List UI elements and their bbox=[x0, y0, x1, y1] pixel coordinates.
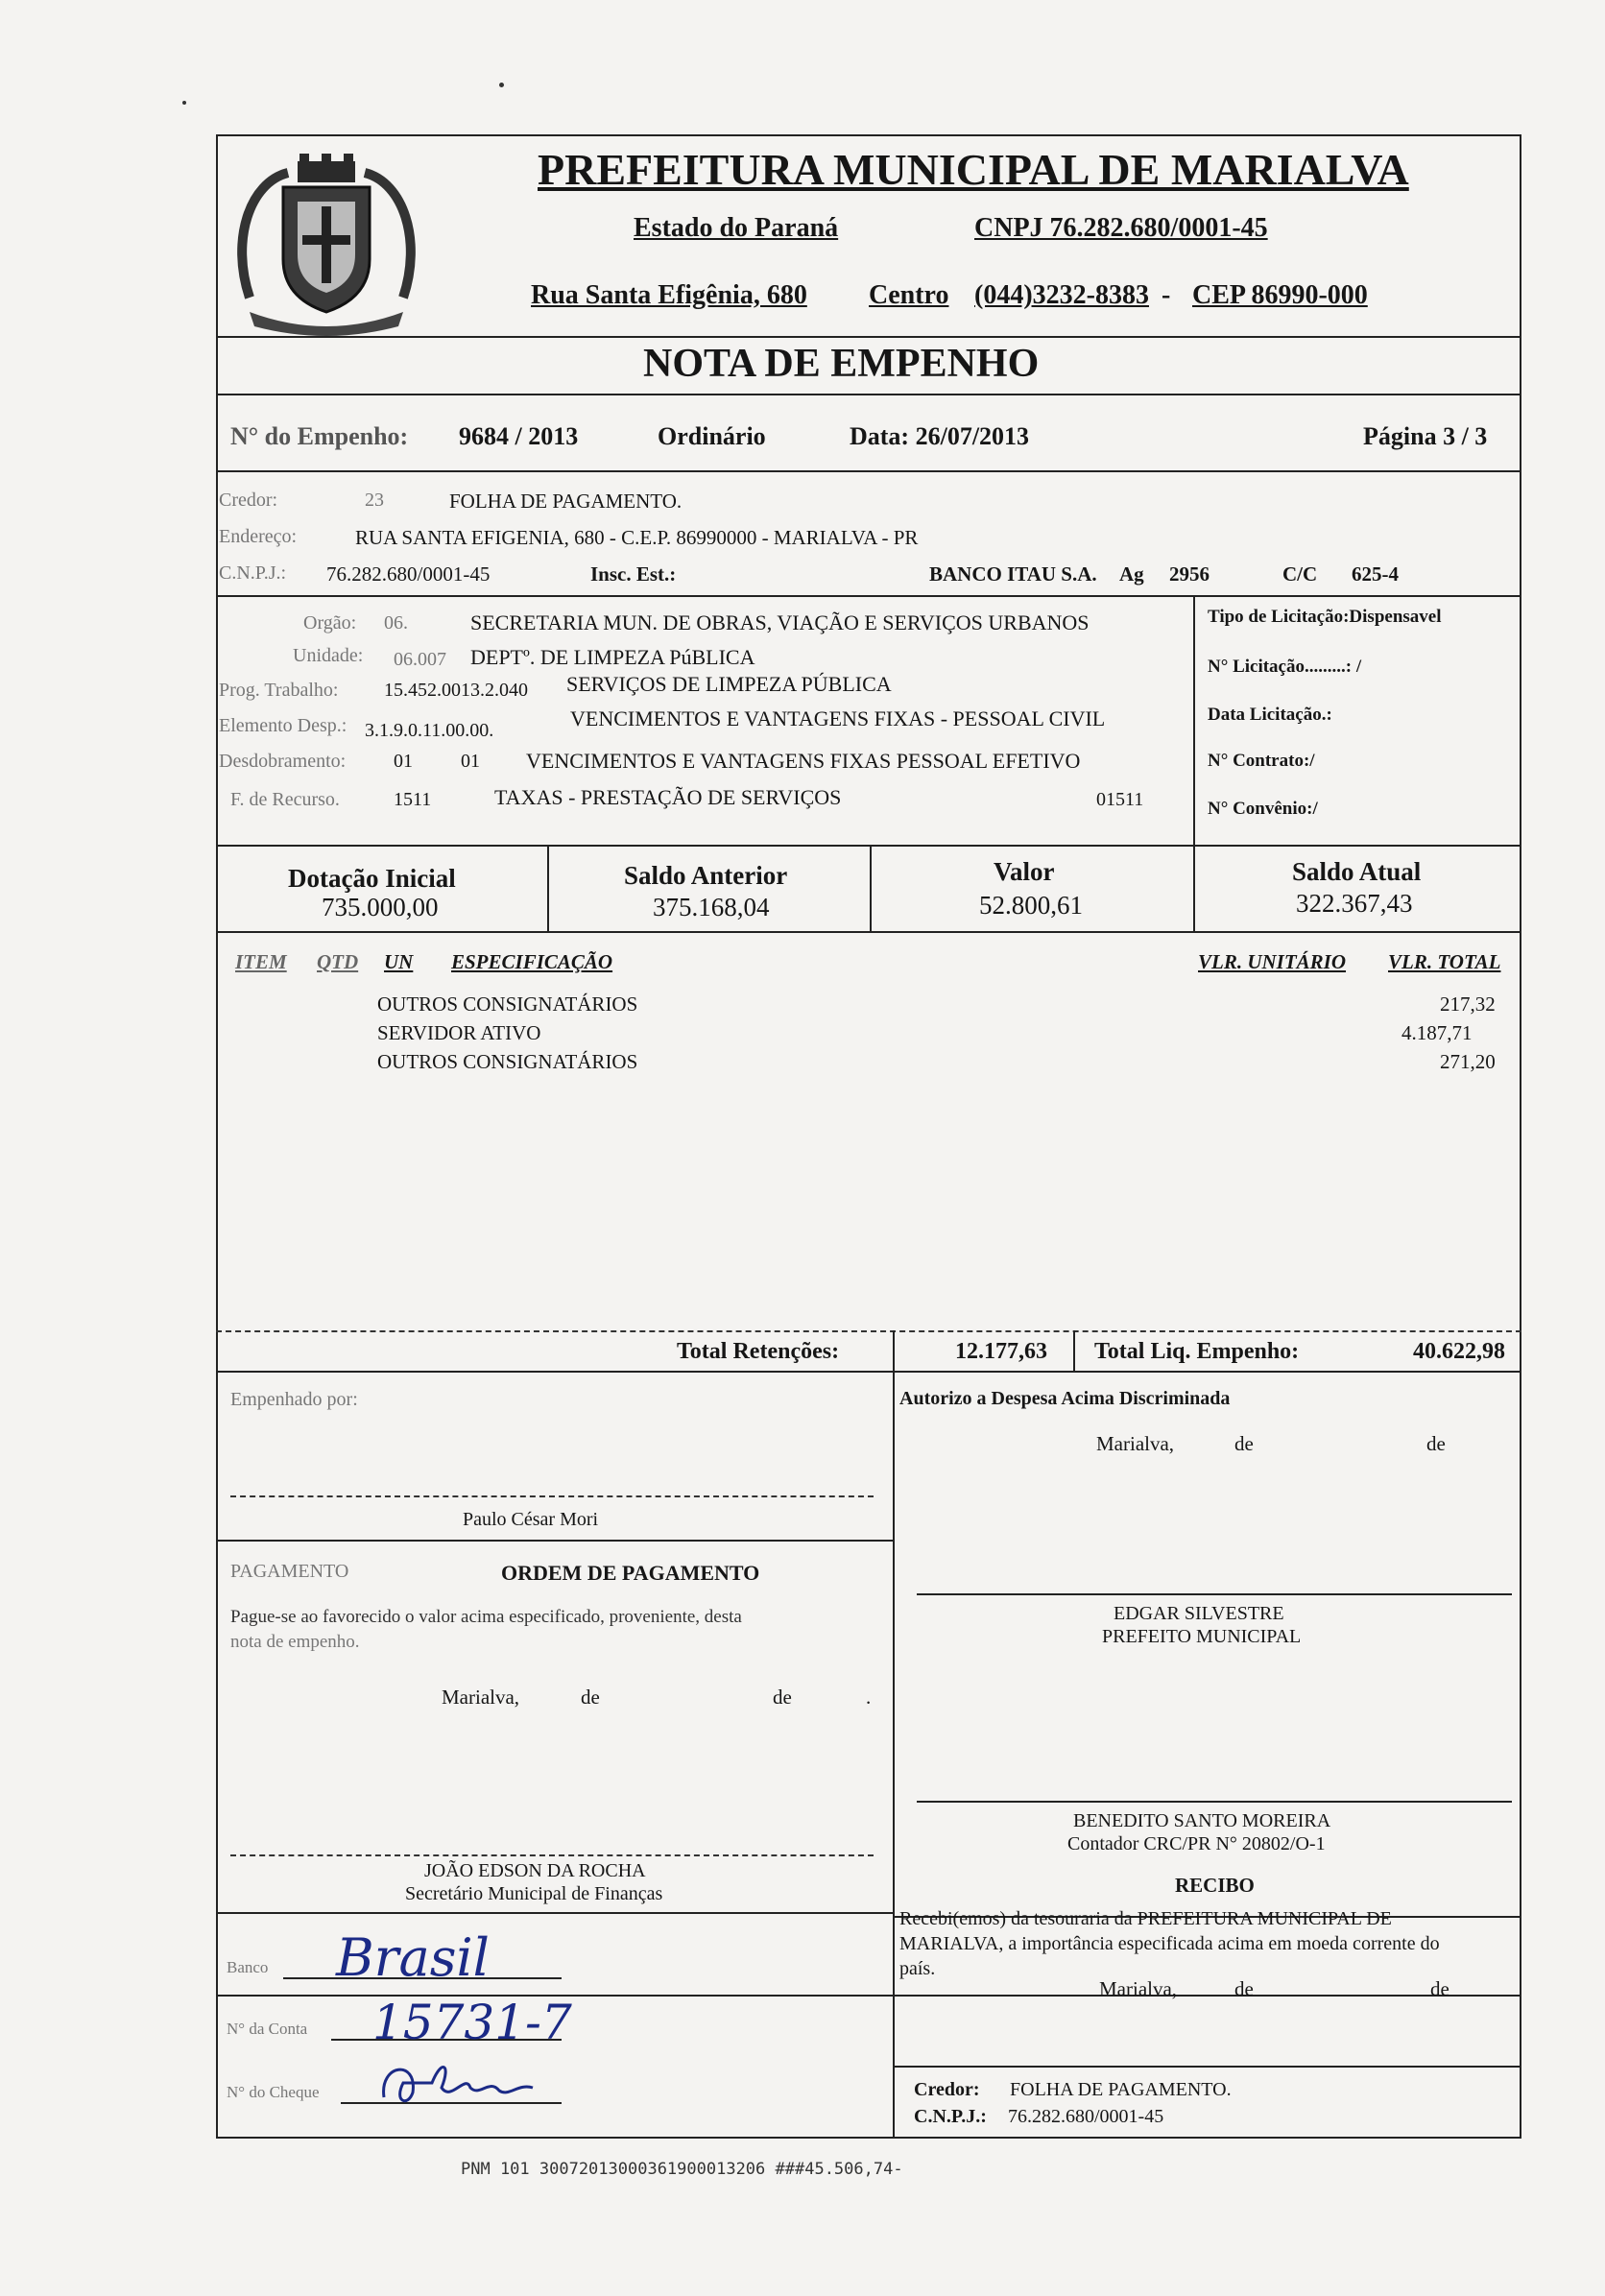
signer-joao-name: JOÃO EDSON DA ROCHA bbox=[424, 1860, 646, 1881]
order-date-dot: . bbox=[866, 1686, 872, 1709]
conta-label: N° da Conta bbox=[227, 2020, 308, 2038]
elemento-code: 3.1.9.0.11.00.00. bbox=[365, 720, 494, 741]
order-place: Marialva, bbox=[442, 1686, 520, 1709]
agency-label: Ag bbox=[1119, 562, 1144, 586]
orgao-label: Orgão: bbox=[303, 612, 357, 634]
unidade-description: DEPTº. DE LIMPEZA PúBLICA bbox=[470, 645, 755, 669]
account-number: 625-4 bbox=[1352, 562, 1399, 586]
orgao-code: 06. bbox=[384, 612, 408, 634]
prog-code: 15.452.0013.2.040 bbox=[384, 680, 528, 701]
credor-label: Credor: bbox=[914, 2079, 980, 2100]
desdobramento-label: Desdobramento: bbox=[219, 751, 347, 772]
autorizo-text: Autorizo a Despesa Acima Discriminada bbox=[899, 1388, 1231, 1409]
empenho-date: Data: 26/07/2013 bbox=[850, 422, 1030, 450]
creditor-address: RUA SANTA EFIGENIA, 680 - C.E.P. 86990000 - MARIALVA - PR bbox=[355, 526, 919, 549]
recibo-line2: MARIALVA, a importância especificada acima em moeda corrente do bbox=[899, 1933, 1440, 1954]
total-liquido-label: Total Liq. Empenho: bbox=[1094, 1339, 1300, 1364]
recibo-de-2: de bbox=[1430, 1977, 1449, 2000]
speck bbox=[182, 101, 186, 105]
credor-cnpj-value: 76.282.680/0001-45 bbox=[1008, 2106, 1164, 2127]
item-row-2-total: 4.187,71 bbox=[1401, 1021, 1473, 1044]
contador-role: Contador CRC/PR N° 20802/O-1 bbox=[1067, 1833, 1326, 1854]
order-de-1: de bbox=[581, 1686, 600, 1709]
cnpj-label: C.N.P.J.: bbox=[219, 562, 287, 584]
cheque-label: N° do Cheque bbox=[227, 2083, 320, 2101]
recurso-label: F. de Recurso. bbox=[230, 789, 340, 810]
page-number: Página 3 / 3 bbox=[1363, 422, 1488, 450]
saldo-atual-value: 322.367,43 bbox=[1296, 889, 1413, 918]
document-title: NOTA DE EMPENHO bbox=[643, 342, 1040, 386]
recurso-number: 01511 bbox=[1096, 789, 1144, 810]
elemento-description: VENCIMENTOS E VANTAGENS FIXAS - PESSOAL CIVIL bbox=[570, 706, 1106, 730]
insc-est-label: Insc. Est.: bbox=[590, 562, 677, 586]
recibo-line3: país. bbox=[899, 1958, 936, 1979]
prefeito-name: EDGAR SILVESTRE bbox=[1114, 1603, 1284, 1624]
bank-name: BANCO ITAU S.A. bbox=[929, 562, 1097, 586]
banco-handwritten: Brasil bbox=[336, 1927, 490, 1988]
elemento-label: Elemento Desp.: bbox=[219, 715, 347, 736]
pagamento-label: PAGAMENTO bbox=[230, 1561, 349, 1582]
col-item-header: ITEM bbox=[235, 950, 287, 973]
saldo-atual-label: Saldo Atual bbox=[1292, 857, 1422, 886]
credor-value: FOLHA DE PAGAMENTO. bbox=[1010, 2079, 1232, 2100]
total-retencoes-label: Total Retenções: bbox=[677, 1339, 840, 1364]
autorizo-place: Marialva, bbox=[1096, 1432, 1175, 1455]
autorizo-de-2: de bbox=[1426, 1432, 1446, 1455]
col-un-header: UN bbox=[384, 950, 414, 973]
recibo-place: Marialva, bbox=[1099, 1977, 1178, 2000]
total-retencoes-value: 12.177,63 bbox=[955, 1339, 1047, 1364]
address-label: Endereço: bbox=[219, 526, 298, 547]
prefeito-role: PREFEITO MUNICIPAL bbox=[1102, 1626, 1302, 1647]
signer-joao-role: Secretário Municipal de Finanças bbox=[405, 1883, 663, 1904]
item-row-3-total: 271,20 bbox=[1440, 1050, 1496, 1073]
contract-number: N° Contrato:/ bbox=[1208, 751, 1315, 771]
empenho-number: 9684 / 2013 bbox=[459, 422, 579, 450]
recurso-description: TAXAS - PRESTAÇÃO DE SERVIÇOS bbox=[494, 785, 842, 809]
convenio-number: N° Convênio:/ bbox=[1208, 799, 1318, 819]
header-separator: - bbox=[1162, 280, 1171, 310]
col-total-header: VLR. TOTAL bbox=[1388, 950, 1501, 973]
unidade-label: Unidade: bbox=[293, 645, 364, 666]
col-qtd-header: QTD bbox=[317, 950, 359, 973]
coat-of-arms-icon bbox=[230, 154, 422, 336]
header-phone: (044)3232-8383 bbox=[974, 280, 1149, 310]
desdobramento-description: VENCIMENTOS E VANTAGENS FIXAS PESSOAL EFETIVO bbox=[526, 749, 1081, 773]
banco-label: Banco bbox=[227, 1958, 269, 1976]
conta-handwritten: 15731-7 bbox=[372, 1995, 572, 2050]
creditor-name: FOLHA DE PAGAMENTO. bbox=[449, 490, 683, 513]
valor-label: Valor bbox=[994, 857, 1055, 886]
state-label: Estado do Paraná bbox=[634, 213, 839, 243]
agency-number: 2956 bbox=[1169, 562, 1210, 586]
unidade-code: 06.007 bbox=[394, 649, 446, 670]
footer-code: PNM 101 30072013000361900013206 ###45.506,74- bbox=[461, 2160, 903, 2179]
desdobramento-code-1: 01 bbox=[394, 751, 413, 772]
item-row-3-spec: OUTROS CONSIGNATÁRIOS bbox=[377, 1050, 638, 1073]
autorizo-de-1: de bbox=[1234, 1432, 1254, 1455]
recurso-code: 1511 bbox=[394, 789, 432, 810]
desdobramento-code-2: 01 bbox=[461, 751, 480, 772]
dotacao-label: Dotação Inicial bbox=[288, 864, 456, 893]
prog-label: Prog. Trabalho: bbox=[219, 680, 339, 701]
municipality-title: PREFEITURA MUNICIPAL DE MARIALVA bbox=[538, 145, 1409, 194]
contador-name: BENEDITO SANTO MOREIRA bbox=[1073, 1810, 1331, 1831]
col-spec-header: ESPECIFICAÇÃO bbox=[451, 950, 613, 973]
header-street: Rua Santa Efigênia, 680 bbox=[531, 280, 807, 310]
creditor-label: Credor: bbox=[219, 490, 278, 511]
total-liquido-value: 40.622,98 bbox=[1413, 1339, 1505, 1364]
signer-paulo: Paulo César Mori bbox=[463, 1509, 599, 1530]
pague-text-line1: Pague-se ao favorecido o valor acima especificado, proveniente, desta bbox=[230, 1607, 742, 1627]
header-cep: CEP 86990-000 bbox=[1192, 280, 1368, 310]
speck bbox=[499, 83, 504, 87]
creditor-cnpj: 76.282.680/0001-45 bbox=[326, 562, 491, 586]
recibo-line1: Recebi(emos) da tesouraria da PREFEITURA MUNICIPAL DE bbox=[899, 1908, 1392, 1929]
header-cnpj: CNPJ 76.282.680/0001-45 bbox=[974, 213, 1268, 243]
header-district: Centro bbox=[869, 280, 949, 310]
orgao-description: SECRETARIA MUN. DE OBRAS, VIAÇÃO E SERVIÇOS URBANOS bbox=[470, 610, 1090, 634]
col-unit-header: VLR. UNITÁRIO bbox=[1198, 950, 1347, 973]
item-row-2-spec: SERVIDOR ATIVO bbox=[377, 1021, 541, 1044]
order-de-2: de bbox=[773, 1686, 792, 1709]
recibo-de-1: de bbox=[1234, 1977, 1254, 2000]
pague-text-line2: nota de empenho. bbox=[230, 1632, 360, 1652]
cheque-signature-icon bbox=[374, 2054, 547, 2112]
prog-description: SERVIÇOS DE LIMPEZA PÚBLICA bbox=[566, 672, 892, 696]
ordem-pagamento-title: ORDEM DE PAGAMENTO bbox=[501, 1561, 760, 1585]
creditor-code: 23 bbox=[365, 490, 384, 511]
account-label: C/C bbox=[1282, 562, 1318, 586]
empenhado-por-label: Empenhado por: bbox=[230, 1389, 358, 1410]
saldo-anterior-value: 375.168,04 bbox=[653, 893, 770, 921]
item-row-1-total: 217,32 bbox=[1440, 993, 1496, 1016]
recibo-title: RECIBO bbox=[1175, 1874, 1255, 1897]
saldo-anterior-label: Saldo Anterior bbox=[624, 861, 788, 890]
dotacao-value: 735.000,00 bbox=[322, 893, 439, 921]
empenho-number-label: N° do Empenho: bbox=[230, 422, 409, 450]
credor-cnpj-label: C.N.P.J.: bbox=[914, 2106, 987, 2127]
item-row-1-spec: OUTROS CONSIGNATÁRIOS bbox=[377, 993, 638, 1016]
licitacao-date: Data Licitação.: bbox=[1208, 705, 1332, 725]
empenho-type: Ordinário bbox=[658, 422, 766, 450]
valor-value: 52.800,61 bbox=[979, 891, 1083, 920]
licitacao-number: N° Licitação.........: / bbox=[1208, 657, 1362, 677]
licitacao-type: Tipo de Licitação:Dispensavel bbox=[1208, 607, 1442, 627]
